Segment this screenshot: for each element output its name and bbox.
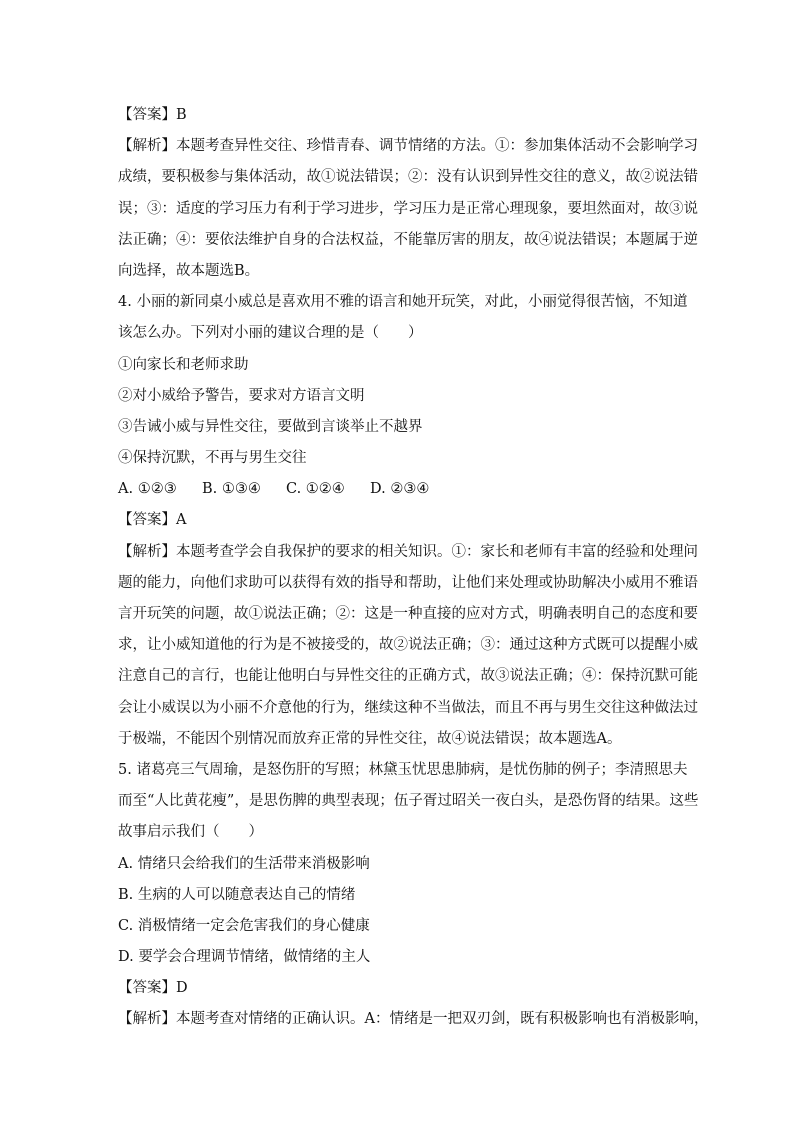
q4-analysis-line: 会让小威误以为小丽不介意他的行为，继续这种不当做法，而且不再与男生交往这种做法过 [118, 699, 698, 716]
q3-analysis-line: 【解析】本题考查异性交往、珍惜青春、调节情绪的方法。①：参加集体活动不会影响学习 [118, 138, 698, 155]
q4-stem-line: 4. 小丽的新同桌小威总是喜欢用不雅的语言和她开玩笑，对此，小丽觉得很苦恼，不知道 [118, 294, 688, 311]
q4-option-d: D. ②③④ [370, 481, 430, 498]
q5-stem-line: 而至“人比黄花瘦”，是思伤脾的典型表现；伍子胥过昭关一夜白头，是恐伤肾的结果。这些 [118, 793, 699, 810]
q4-analysis-line: 【解析】本题考查学会自我保护的要求的相关知识。①：家长和老师有丰富的经验和处理问 [118, 543, 698, 560]
q4-analysis-line: 注意自己的言行，也能让他明白与异性交往的正确方式，故③说法正确；④：保持沉默可能 [118, 668, 698, 685]
document-page [118, 100, 709, 1036]
q4-statement: ④保持沉默，不再与男生交往 [118, 450, 307, 467]
q5-option-a: A. 情绪只会给我们的生活带来消极影响 [118, 855, 370, 872]
q5-option-c: C. 消极情绪一定会危害我们的身心健康 [118, 917, 370, 934]
q4-option-b: B. ①③④ [202, 481, 261, 498]
q4-stem-line: 该怎么办。下列对小丽的建议合理的是（ ） [118, 325, 423, 342]
q4-option-c: C. ①②④ [286, 481, 345, 498]
q4-statement: ②对小威给予警告，要求对方语言文明 [118, 387, 365, 404]
q4-analysis-line: 于极端，不能因个别情况而放弃正常的异性交往，故④说法错误；故本题选A。 [118, 730, 622, 747]
q3-answer: 【答案】B [118, 107, 187, 123]
q4-statement: ③告诫小威与异性交往，要做到言谈举止不越界 [118, 418, 423, 435]
q3-analysis-line: 误；③：适度的学习压力有利于学习进步，学习压力是正常心理现象，要坦然面对，故③说 [118, 200, 698, 217]
q4-options [118, 474, 678, 505]
q3-analysis-line: 法正确；④：要依法维护自身的合法权益，不能靠厉害的朋友，故④说法错误；本题属于逆 [118, 231, 698, 248]
q5-analysis-line: 【解析】本题考查对情绪的正确认识。A：情绪是一把双刃剑，既有积极影响也有消极影响， [118, 1011, 709, 1028]
q5-answer: 【答案】D [118, 980, 188, 997]
q5-option-b: B. 生病的人可以随意表达自己的情绪 [118, 886, 356, 903]
q3-analysis-line: 向选择，故本题选B。 [118, 262, 260, 279]
q5-option-d: D. 要学会合理调节情绪，做情绪的主人 [118, 949, 371, 966]
q4-answer: 【答案】A [118, 512, 187, 529]
q4-option-a: A. ①②③ [118, 481, 177, 498]
q4-analysis-line: 言开玩笑的问题，故①说法正确；②：这是一种直接的应对方式，明确表明自己的态度和要 [118, 606, 698, 622]
q4-analysis-line: 题的能力，向他们求助可以获得有效的指导和帮助，让他们来处理或协助解决小威用不雅语 [118, 574, 698, 591]
q5-stem-line: 5. 诸葛亮三气周瑜，是怒伤肝的写照；林黛玉忧思患肺病，是忧伤肺的例子；李清照思夫 [118, 761, 688, 778]
q5-stem-line: 故事启示我们（ ） [118, 824, 263, 841]
q4-statement: ①向家长和老师求助 [118, 356, 249, 373]
q4-analysis-line: 求，让小威知道他的行为是不被接受的，故②说法正确；③：通过这种方式既可以提醒小威 [118, 637, 698, 654]
q3-analysis-line: 成绩，要积极参与集体活动，故①说法错误；②：没有认识到异性交往的意义，故②说法错 [118, 169, 698, 186]
